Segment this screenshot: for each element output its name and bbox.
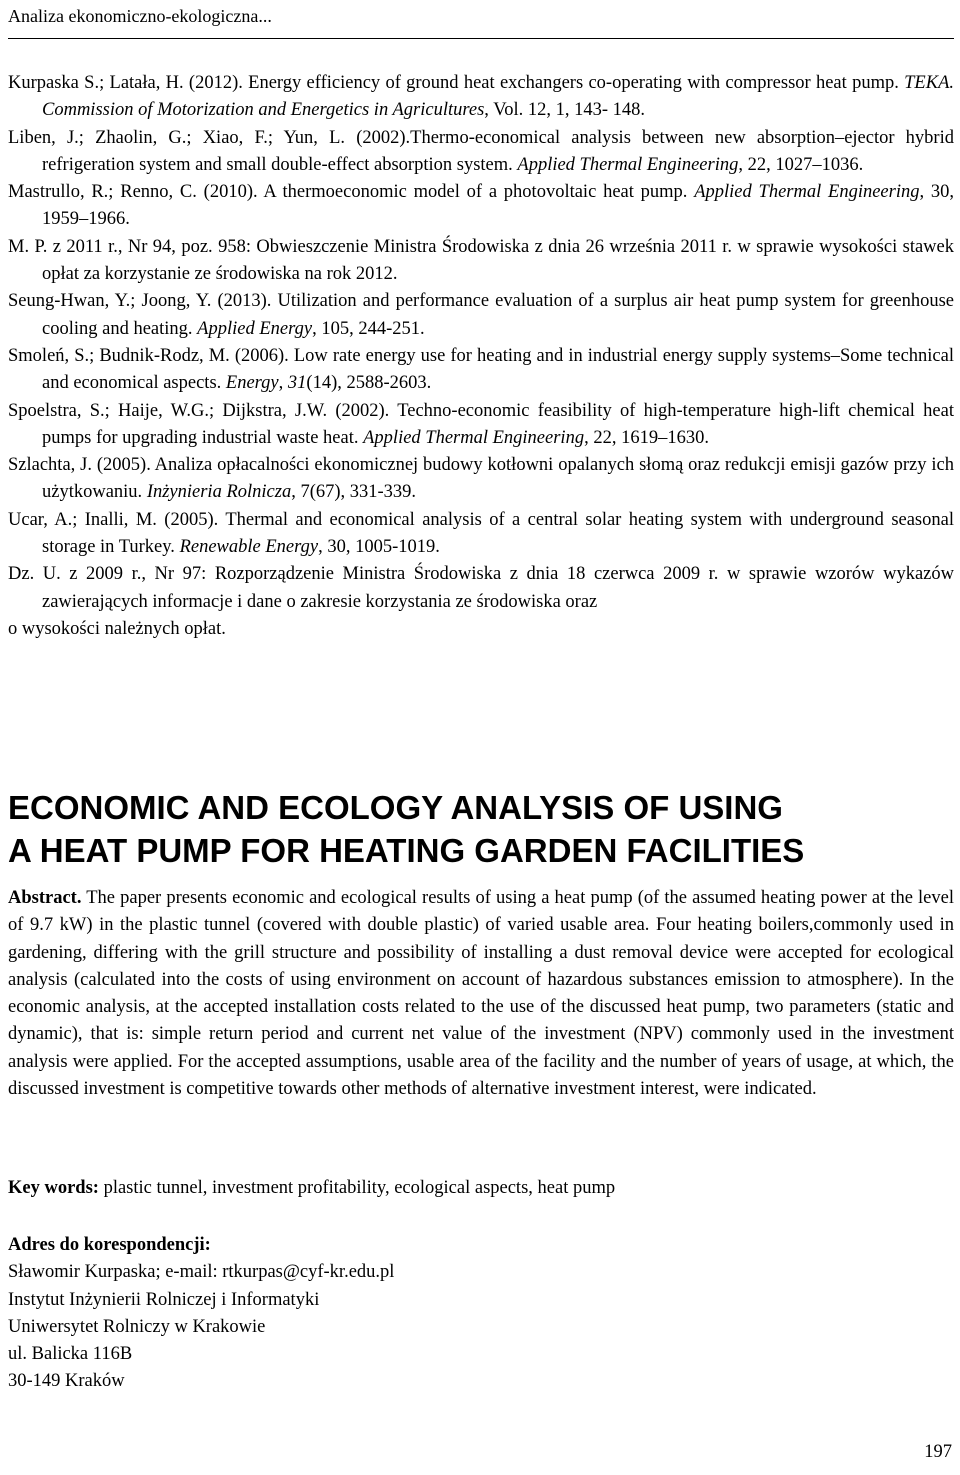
keywords-text: plastic tunnel, investment profitability, ecological aspects, heat pump (98, 1178, 616, 1198)
reference-source: Inżynieria Rolnicza (146, 482, 292, 503)
reference-item (8, 70, 954, 125)
abstract-label: Abstract. (8, 888, 82, 908)
abstract (8, 885, 954, 1103)
reference-details: , 30, 1959–1966. (42, 182, 955, 230)
keywords-label: Key words: (8, 1178, 99, 1198)
reference-item (8, 125, 954, 180)
address-line: Instytut Inżynierii Rolniczej i Informatyki (8, 1289, 320, 1310)
reference-volume: 31 (287, 373, 307, 394)
reference-text: Liben, J.; Zhaolin, G.; Xiao, F.; Yun, L. (2002).Thermo-economical analysis between new absorption–ejector hybrid refrigeration system and small double-effect absorption system. (8, 127, 954, 175)
reference-item (8, 288, 954, 343)
reference-item (8, 343, 954, 398)
abstract-text: The paper presents economic and ecological results of using a heat pump (of the assumed heating power at the level of 9.7 kW) in the plastic tunnel (covered with double plastic) of varied usable area. Four heating boilers,commonly used in gardening, differing with the grill structure and possibility of installing a dust removal device were accepted for ecological analysis (calculated into the costs of using environment on account of hazardous substances emission to atmosphere). In the economic analysis, at the accepted installation costs related to the use of the discussed heat pump, two parameters (static and dynamic), that is: simple return period and current net value of the investment (NPV) commonly used in the investment analysis were applied. For the accepted assumptions, usable area of the facility and the number of years of usage, at which, the discussed investment is competitive towards other methods of alternative investment interest, were indicated. (8, 888, 954, 1100)
reference-item (8, 398, 954, 453)
reference-details: , 22, 1027–1036. (738, 154, 864, 175)
reference-source: Renewable Energy (179, 537, 319, 558)
paper-title-line: A HEAT PUMP FOR HEATING GARDEN FACILITIES (8, 832, 805, 869)
reference-text: Spoelstra, S.; Haije, W.G.; Dijkstra, J.W. (2002). Techno-economic feasibility of high-temperature high-lift chemical heat pumps for upgrading industrial waste heat. (8, 400, 954, 448)
reference-source: TEKA. Commission of Motorization and Energetics in Agricultures (42, 73, 954, 121)
reference-item (8, 507, 954, 562)
reference-text: o wysokości należnych opłat. (8, 618, 226, 639)
reference-item (8, 234, 954, 289)
header-rule (8, 38, 954, 39)
address-label: Adres do korespondencji: (8, 1235, 211, 1255)
reference-details: , 7(67), 331-339. (291, 482, 417, 503)
address-line: Uniwersytet Rolniczy w Krakowie (8, 1316, 266, 1337)
reference-item (8, 561, 954, 616)
reference-text: Ucar, A.; Inalli, M. (2005). Thermal and economical analysis of a central solar heating system with underground seasonal storage in Turkey. (8, 509, 954, 558)
reference-text: M. P. z 2011 r., Nr 94, poz. 958: Obwieszczenie Ministra Środowiska z dnia 26 września 2011 r. w sprawie wysokości stawek opłat za korzystanie ze środowiska na rok 2012. (8, 236, 954, 285)
reference-details: , 105, 244-251. (312, 318, 425, 339)
reference-item (8, 179, 954, 234)
reference-text: Dz. U. z 2009 r., Nr 97: Rozporządzenie Ministra Środowiska z dnia 18 czerwca 2009 r. w sprawie wzorów wykazów zawierających informacje i dane o zakresie korzystania ze środowiska oraz (8, 564, 954, 612)
reference-source: Applied Energy (197, 318, 313, 339)
reference-source: Applied Thermal Engineering (363, 427, 585, 448)
reference-text: Mastrullo, R.; Renno, C. (2010). A thermoeconomic model of a photovoltaic heat pump. (8, 182, 695, 203)
correspondence-address (8, 1232, 708, 1396)
reference-details: , Vol. 12, 1, 143- 148. (484, 100, 645, 121)
reference-source: Applied Thermal Engineering (694, 182, 920, 203)
keywords (8, 1175, 954, 1202)
address-line: ul. Balicka 116B (8, 1344, 133, 1365)
page-number: 197 (924, 1442, 952, 1462)
address-line: Sławomir Kurpaska; e-mail: rtkurpas@cyf-kr.edu.pl (8, 1262, 395, 1283)
reference-list (8, 70, 954, 643)
paper-title-line: ECONOMIC AND ECOLOGY ANALYSIS OF USING (8, 789, 783, 826)
address-line: 30-149 Kraków (8, 1371, 125, 1392)
reference-text: Smoleń, S.; Budnik-Rodz, M. (2006). Low rate energy use for heating and in industrial energy supply systems–Some technical and economical aspects. (8, 345, 954, 394)
reference-text: Seung-Hwan, Y.; Joong, Y. (2013). Utilization and performance evaluation of a surplus air heat pump system for greenhouse cooling and heating. (8, 291, 954, 339)
reference-text: Szlachta, J. (2005). Analiza opłacalności ekonomicznej budowy kotłowni opalanych słomą oraz redukcji emisji gazów przy ich użytkowaniu. (8, 455, 954, 503)
running-title: Analiza ekonomiczno-ekologiczna... (8, 6, 272, 26)
reference-pages: (14), 2588-2603. (306, 373, 432, 394)
reference-item-continuation (8, 616, 954, 643)
reference-source: Energy (225, 373, 279, 394)
reference-details: , 30, 1005-1019. (318, 537, 440, 558)
reference-item (8, 452, 954, 507)
reference-text: Kurpaska S.; Latała, H. (2012). Energy efficiency of ground heat exchangers co-operating with compressor heat pump. (8, 73, 905, 93)
reference-details: , 22, 1619–1630. (584, 427, 709, 448)
reference-details: , (278, 373, 288, 394)
paper-title (8, 786, 954, 872)
reference-source: Applied Thermal Engineering (517, 154, 739, 175)
